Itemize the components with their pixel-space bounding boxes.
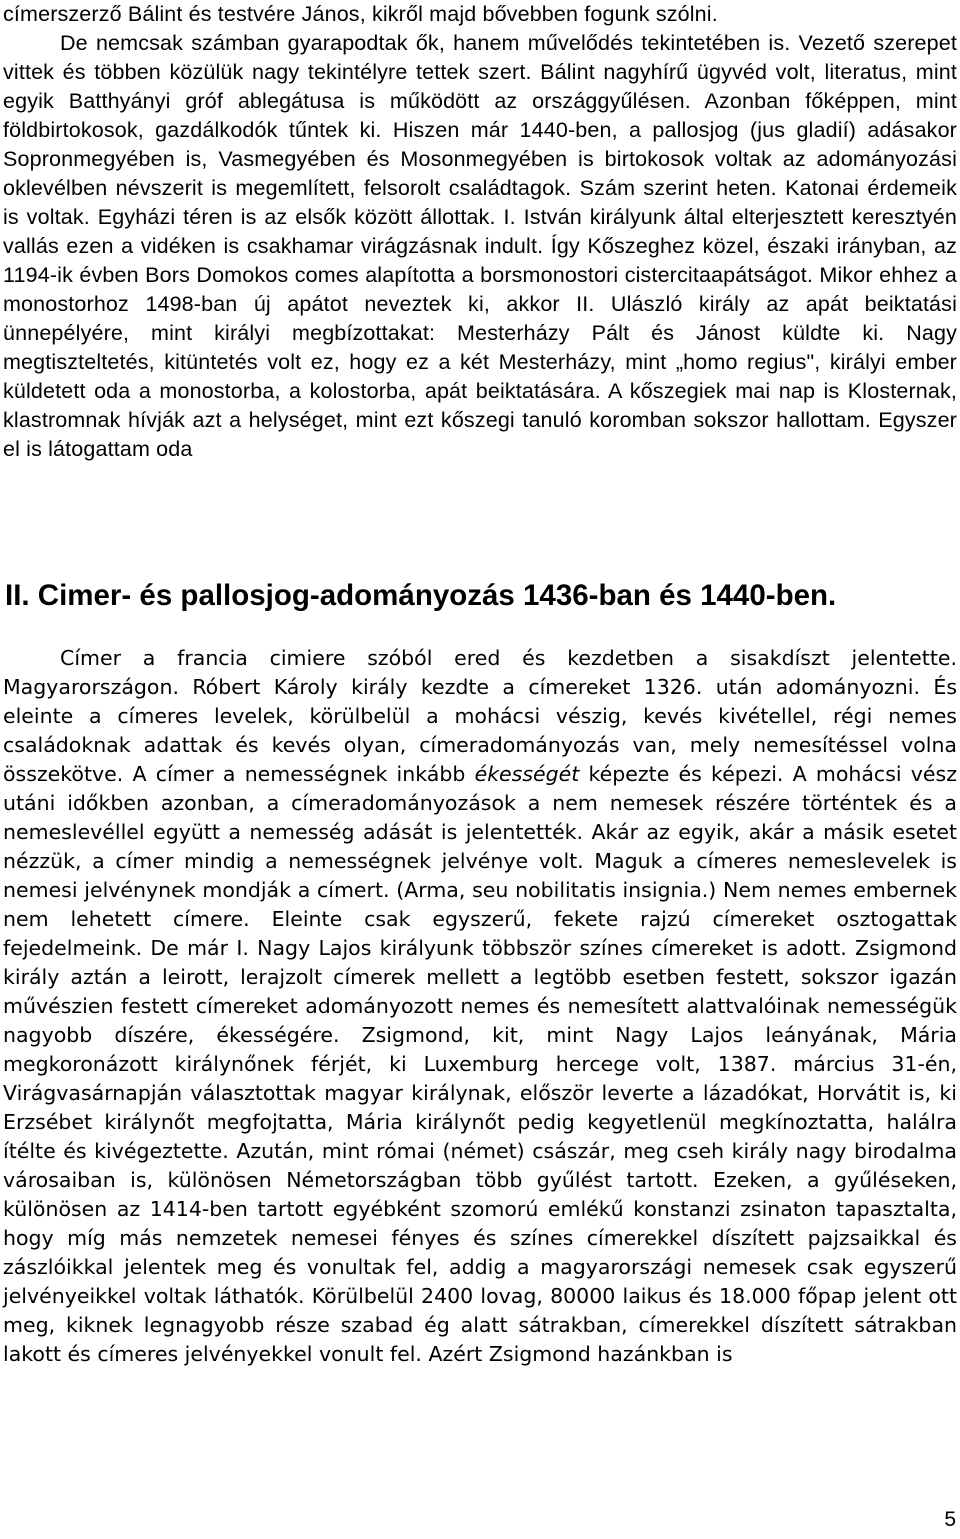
section-paragraph-part1: Címer a francia cimiere szóból ered és kezdetben a sisakdíszt jelentette. Magyarországon. Róbert Károly király kezdte a címereket 1326. után adományozni. És eleinte a címeres levelek, körülbelül a mohácsi vészig, kevés kivétellel, régi nemes családoknak adattak és kevés olyan, címeradományozás van, mely nemesítéssel volna összekötve. A címer a nemességnek inkább <box>3 646 957 786</box>
section-paragraph-emphasis: ékességét <box>474 762 580 786</box>
continued-paragraph-text: De nemcsak számban gyarapodtak ők, hanem művelődés tekintetében is. Vezető szerepet vittek és többen közülük nagy tekintélyre tettek szert. Bálint nagyhírű ügyvéd volt, literatus, mint egyik Batthyányi gróf ablegátusa is működött az országgyűlésen. Azonban főképpen, mint földbirtokosok, gazdálkodók tűntek ki. Hiszen már 1440-ben, a pallosjog (jus gladií) adásakor Sopronmegyében is, Vasmegyében és Mosonmegyében is birtokosok voltak az adományozási oklevélben névszerit is megemlített, felsorolt családtagok. Szám szerint heten. Katonai érdemeik is voltak. Egyházi téren is az elsők között állottak. I. István királyunk által elterjesztett keresztyén vallás ezen a vidéken is csakhamar virágzásnak indult. Így Kőszeghez közel, északi irányban, az 1194-ik évben Bors Domokos comes alapította a borsmonostori cistercitaapátságot. Mikor ehhez a monostorhoz 1498-ban új apátot neveztek ki, akkor II. Ulászló király az apát beiktatási ünnepélyére, mint királyi megbízottakat: Mesterházy Pált és Jánost küldte ki. Nagy megtiszteltetés, kitüntetés volt ez, hogy ez a két Mesterházy, mint „homo regius", királyi ember küldetett oda a monostorba, a kolostorba, apát beiktatására. A kőszegiek mai nap is Klosternak, klastromnak hívják azt a helységet, mint ezt kőszegi tanuló koromban sokszor hallottam. Egyszer el is látogattam oda <box>3 31 957 461</box>
section-heading: II. Cimer- és pallosjog-adományozás 1436-ban és 1440-ben. <box>5 579 837 612</box>
section-paragraph <box>3 644 957 1369</box>
continued-text-block <box>3 0 957 464</box>
page-number: 5 <box>944 1508 956 1531</box>
continued-paragraph-body <box>3 29 957 464</box>
section-paragraph-part2: képezte és képezi. A mohácsi vész utáni időkben azonban, a címeradományozások a nem nemesek részére történtek és a nemeslevéllel együtt a nemesség adását is jelentették. Akár az egyik, akár a másik esetet nézzük, a címer mindig a nemességnek jelvénye volt. Maguk a címeres nemeslevelek is nemesi jelvénynek mondják a címert. (Arma, seu nobilitatis insignia.) Nem nemes embernek nem lehetett címere. Eleinte csak egyszerű, fekete rajzú címereket osztogattak fejedelmeink. De már I. Nagy Lajos királyunk többször színes címereket is adott. Zsigmond király aztán a leirott, lerajzolt címerek mellett a legtöbb esetben festett, sokszor igazán művészien festett címereket adományozott nemes és nemesített alattvalóinak nemességük nagyobb díszére, ékességére. Zsigmond, kit, mint Nagy Lajos leányának, Mária megkoronázott királynőnek férjét, ki Luxemburg hercege volt, 1387. március 31-én, Virágvasárnapján választottak magyar királynak, először leverte a lázadókat, Horvátit is, ki Erzsébet királynőt megfojtatta, Mária királynőt pedig kegyetlenül megkínoztatta, halálra ítélte és kivégeztette. Azután, mint római (német) császár, meg cseh király nagy birodalma városaiban is, különösen Németországban több gyűlést tartott. Ezeken, a gyűléseken, különösen az 1414-ben tartott egyébként szomorú emlékű konstanzi zsinaton tapasztalta, hogy míg más nemzetek nemesei fényes és színes címerekkel díszített pajzsaikkal és zászlóikkal jelentek meg és vonultak fel, addig a magyarországi nemesek csak egyszerű jelvényeikkel voltak láthatók. Körülbelül 2400 lovag, 80000 laikus és 18.000 főpap jelent ott meg, kiknek legnagyobb része szabad ég alatt sátrakban, címerekkel díszített sátrakban lakott és címeres jelvényekkel vonult fel. Azért Zsigmond hazánkban is <box>3 762 957 1366</box>
continued-paragraph-first-line: címerszerző Bálint és testvére János, kikről majd bővebben fogunk szólni. <box>3 2 718 26</box>
